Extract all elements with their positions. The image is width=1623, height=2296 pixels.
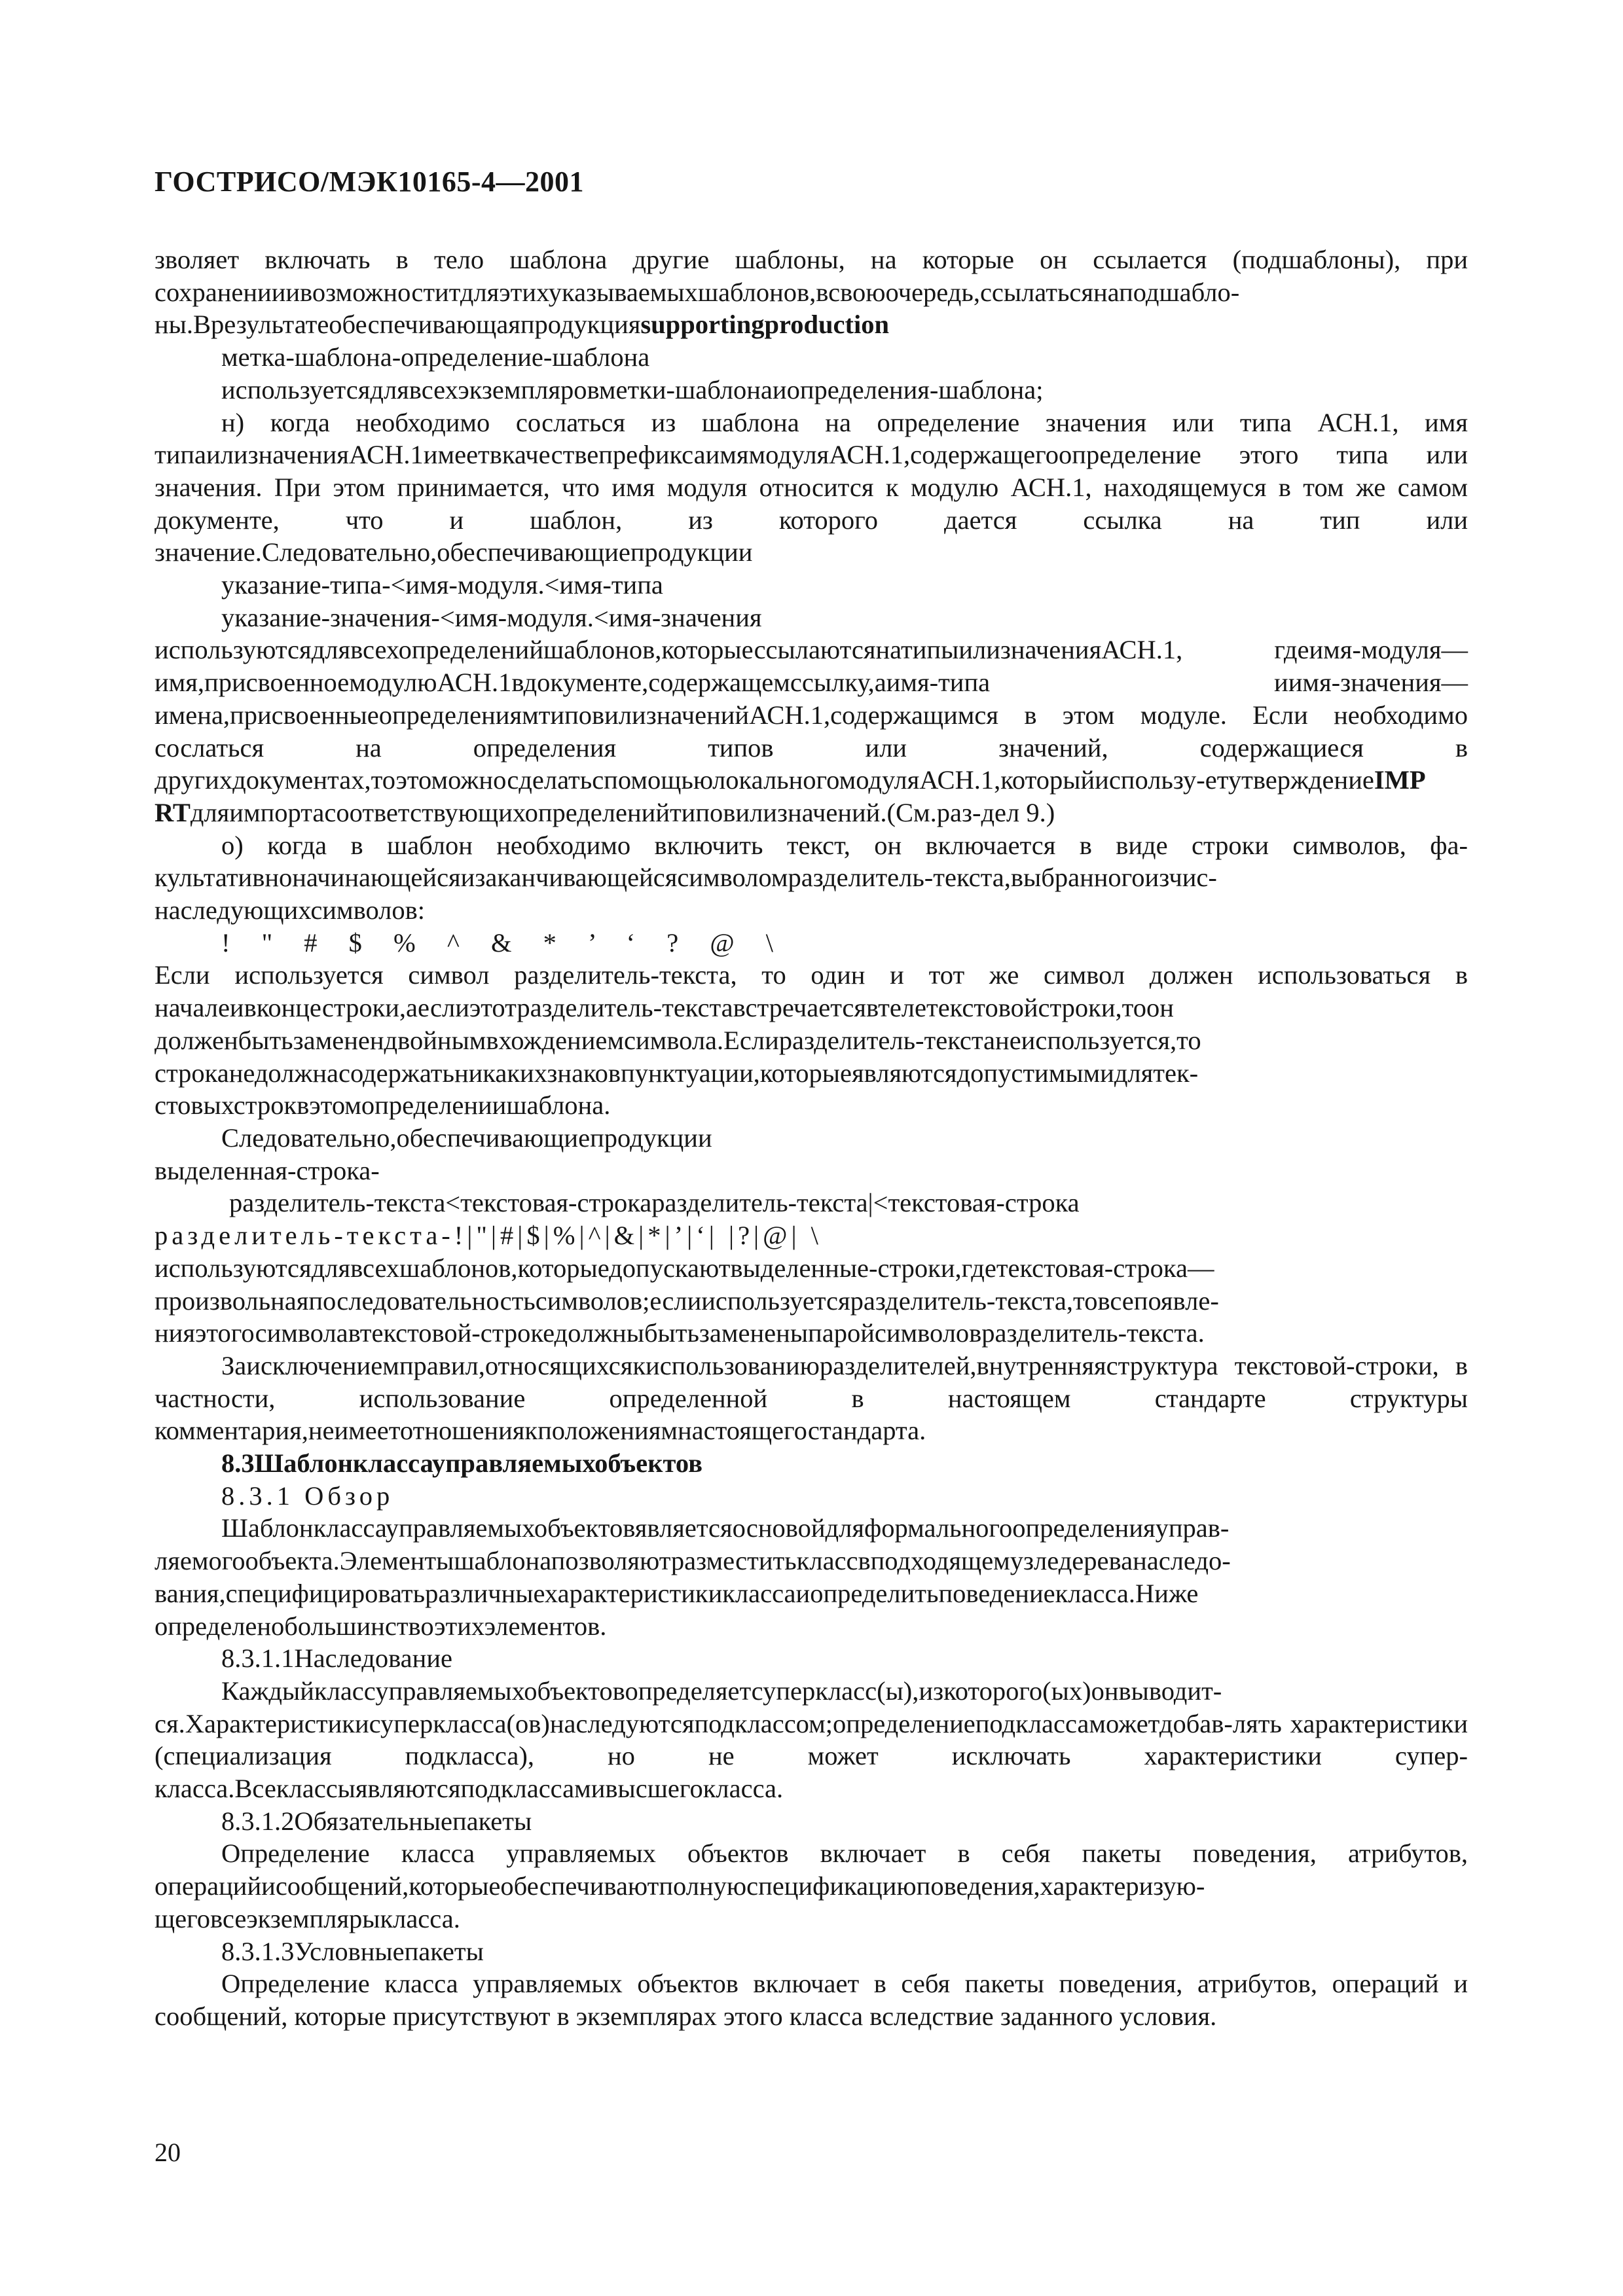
subsection-heading: 8.3.1.3Условныепакеты xyxy=(221,1936,484,1966)
production-line: выделенная-строка- xyxy=(155,1155,380,1185)
paragraph: о) когда в шаблон необходимо включить текст, он включается в виде строки символов, фа-культативноначинающейсяизаканчивающейсясимволомразделитель-текста,выбранногоизчис-наследующихсимволов: xyxy=(155,830,1468,925)
production-line: разделитель-текста<текстовая-строкаразделитель-текста|<текстовая-строка xyxy=(229,1188,1080,1218)
paragraph xyxy=(155,634,1468,829)
production-line: используетсядлявсехэкземпляровметки-шаблонаиопределения-шаблона; xyxy=(221,374,1044,404)
production-line: метка-шаблона-определение-шаблона xyxy=(221,342,650,372)
paragraph: Шаблонклассауправляемыхобъектовявляетсяосновойдляформальногоопределенияуправ-ляемогообъекта.Элементышаблонапозволяютразместитьклассвподходящемузледереванаследо-вания,специфицироватьразличныехарактеристикиклассаиопределитьповедениекласса.Ниже определенобольшинствоэтихэлементов. xyxy=(155,1513,1231,1641)
paragraph xyxy=(155,243,1468,341)
paragraph: Заисключениемправил,относящихсякиспользованиюразделителей,внутренняяструктура текстовой-строки, в частности, использование определенной в настоящем стандарте структуры комментария,неимеетотношениякположениямнастоящегостандарта. xyxy=(155,1350,1468,1446)
paragraph: Если используется символ разделитель-текста, то один и тот же символ должен использоваться в началеивконцестроки,аеслиэтотразделитель-текставстречаетсявтелетекстовойстроки,тоон долженбытьзаменендвойнымвхождениемсимвола.Еслиразделитель-текстанеиспользуется,то строканедолжнасодержатьникакихзнаковпунктуации,которыеявляютсядопустимымидлятек-стовыхстроквэтомопределениишаблона. xyxy=(155,960,1468,1121)
bold-term: supportingproduction xyxy=(640,310,890,340)
bold-term: IMP RT xyxy=(155,765,1426,827)
paragraph-text: используютсядлявсехопределенийшаблонов,которыессылаютсянатипыилизначенияАСН.1, гдеимя-модуля—имя,присвоенноемодулюАСН.1вдокументе,содержащемссылку,аимя-типа иимя-значения—имена,присвоенныеопределениямтиповилизначенийАСН.1,содержащимся в этом модуле. Если необходимо сослаться на определения типов или значений, содержащиеся в другихдокументах,тоэтоможносделатьспомощьюлокальногомодуляАСН.1,которыйиспользу-етутверждение xyxy=(155,635,1468,795)
symbol-list: ! " # $ % ^ & * ’ ‘ ? @ \ xyxy=(221,927,775,958)
production-line: разделитель-текста-!|"|#|$|%|^|&|*|’|‘| |?|@| \ xyxy=(155,1221,822,1251)
subsection-heading: 8.3.1 Обзор xyxy=(221,1480,394,1511)
page-header-title: ГОСТРИСО/МЭК10165-4—2001 xyxy=(155,166,585,198)
production-line: указание-типа-<имя-модуля.<имя-типа xyxy=(221,570,663,600)
subsection-heading: 8.3.1.2Обязательныепакеты xyxy=(221,1806,532,1836)
paragraph: Каждыйклассуправляемыхобъектовопределяетсуперкласс(ы),изкоторого(ых)онвыводит-ся.Характеристикисуперкласса(ов)наследуютсяподклассом;определениеподклассаможетдобав-лять характеристики (специализация подкласса), но не может исключать характеристики супер-класса.Всеклассыявляютсяподклассамивысшегокласса. xyxy=(155,1676,1468,1804)
paragraph: Определение класса управляемых объектов включает в себя пакеты поведения, атрибутов, операций и сообщений, которые присутствуют в экземплярах этого класса вследствие заданного условия. xyxy=(155,1969,1468,2031)
paragraph-text: дляимпортасоответствующихопределенийтиповилизначений.(См.раз-дел 9.) xyxy=(190,797,1055,827)
subsection-heading: 8.3.1.1Наследование xyxy=(221,1643,452,1674)
document-body xyxy=(155,243,1468,2033)
paragraph: Следовательно,обеспечивающиепродукции xyxy=(221,1122,712,1153)
paragraph: используютсядлявсехшаблонов,которыедопускаютвыделенные-строки,гдетекстовая-строка— произвольнаяпоследовательностьсимволов;еслииспользуетсяразделитель-текста,товсепоявле-нияэтогосимволавтекстовой-строкедолжныбытьзамененыпаройсимволовразделитель-текста. xyxy=(155,1253,1219,1348)
production-line: указание-значения-<имя-модуля.<имя-значения xyxy=(221,602,762,632)
section-heading: 8.3Шаблонклассауправляемыхобъектов xyxy=(221,1448,702,1479)
paragraph: н) когда необходимо сослаться из шаблона на определение значения или типа АСН.1, имя типаилизначенияАСН.1имеетвкачествепрефиксаимямодуляАСН.1,содержащегоопределение этого типа или значения. При этом принимается, что имя модуля относится к модулю АСН.1, находящемуся в том же самом документе, что и шаблон, из которого дается ссылка на тип или значение.Следовательно,обеспечивающиепродукции xyxy=(155,407,1468,567)
paragraph: Определение класса управляемых объектов включает в себя пакеты поведения, атрибутов, операцийисообщений,которыеобеспечиваютполнуюспецификациюповедения,характеризую-щеговсеэкземплярыкласса. xyxy=(155,1839,1468,1933)
page-number: 20 xyxy=(155,2138,181,2167)
paragraph-text: зволяет включать в тело шаблона другие шаблоны, на которые он ссылается (подшаблоны), при сохраненииивозможноститдляэтихуказываемыхшаблонов,всвоюочередь,ссылатьсянаподшабло-ны.Врезультатеобеспечивающаяпродукция xyxy=(155,245,1468,340)
